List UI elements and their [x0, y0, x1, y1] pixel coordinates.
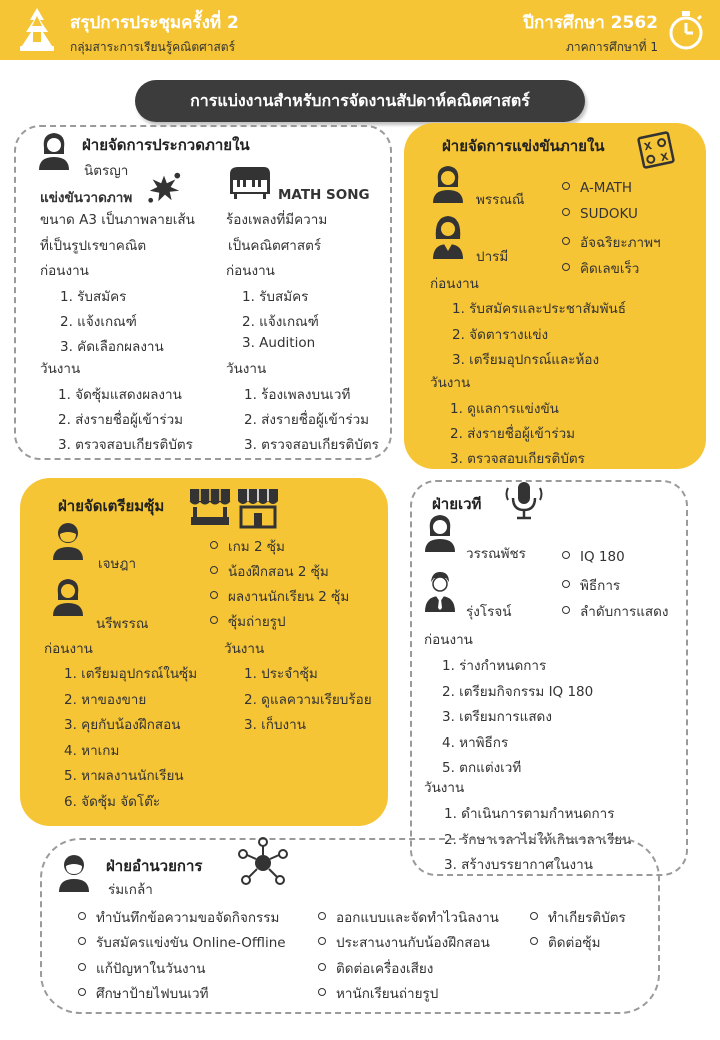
- competition-before-1: 1. รับสมัครและประชาสัมพันธ์: [452, 301, 626, 317]
- stage-before-5: 5. ตกแต่งเวที: [442, 760, 522, 776]
- stage-item-1: IQ 180: [562, 549, 625, 565]
- painting-desc-1: ขนาด A3 เป็นภาพลายเส้น: [40, 212, 195, 228]
- school-emblem-icon: [16, 6, 58, 54]
- admin-person: ร่มเกล้า: [108, 882, 153, 898]
- admin-task-6: ประสานงานกับน้องฝึกสอน: [318, 931, 490, 953]
- network-icon: [236, 836, 290, 890]
- song-title: MATH SONG: [278, 187, 370, 203]
- song-before-3: 3. Audition: [242, 335, 316, 351]
- painting-day-1: 1. จัดซุ้มแสดงผลงาน: [58, 387, 182, 403]
- person-female-icon: [422, 512, 458, 552]
- painting-before-2: 2. แจ้งเกณฑ์: [60, 314, 137, 330]
- stage-day-2: 2. รักษาเวลาไม่ให้เกินเวลาเรียน: [444, 832, 632, 848]
- microphone-icon: [502, 478, 546, 522]
- competition-before-3: 3. เตรียมอุปกรณ์และห้อง: [452, 352, 600, 368]
- admin-task-8: หานักเรียนถ่ายรูป: [318, 982, 438, 1004]
- svg-text:X: X: [659, 151, 670, 165]
- stage-before-2: 2. เตรียมกิจกรรม IQ 180: [442, 684, 594, 700]
- stage-person-1: วรรณพัชร: [466, 546, 526, 562]
- stage-before-label: ก่อนงาน: [424, 632, 473, 648]
- painting-desc-2: ที่เป็นรูปเรขาคณิต: [40, 238, 147, 254]
- stage-item-3: ลำดับการแสดง: [562, 600, 669, 622]
- song-day-label: วันงาน: [226, 361, 267, 377]
- painting-before-label: ก่อนงาน: [40, 263, 89, 279]
- booth-day-3: 3. เก็บงาน: [244, 717, 306, 733]
- game-board-icon: [636, 130, 676, 170]
- admin-task-3: แก้ปัญหาในวันงาน: [78, 957, 205, 979]
- booth-before-1: 1. เตรียมอุปกรณ์ในซุ้ม: [64, 666, 198, 682]
- booth-title: ฝ่ายจัดเตรียมซุ้ม: [58, 497, 165, 515]
- song-desc-1: ร้องเพลงที่มีความ: [226, 212, 328, 228]
- booth-item-2: น้องฝึกสอน 2 ซุ้ม: [210, 560, 329, 582]
- competition-game-1: A-MATH: [562, 180, 632, 196]
- competition-before-2: 2. จัดตารางแข่ง: [452, 327, 549, 343]
- painting-day-3: 3. ตรวจสอบเกียรติบัตร: [58, 437, 193, 453]
- admin-task-4: ศึกษาป้ายไฟบนเวที: [78, 982, 209, 1004]
- header-title: สรุปการประชุมครั้งที่ 2: [70, 13, 239, 33]
- admin-task-1: ทำบันทึกข้อความขอจัดกิจกรรม: [78, 906, 279, 928]
- header-year: ปีการศึกษา 2562: [523, 13, 658, 33]
- stage-title: ฝ่ายเวที: [432, 495, 482, 513]
- person-female-icon: [430, 163, 466, 203]
- competition-person-2: ปารมี: [476, 249, 509, 265]
- person-female-icon: [36, 130, 72, 170]
- header: [0, 0, 720, 60]
- stage-person-2: รุ่งโรจน์: [466, 604, 512, 620]
- person-male-icon: [50, 520, 86, 560]
- competition-game-2: SUDOKU: [562, 206, 638, 222]
- booth-person-2: นรีพรรณ: [96, 616, 149, 632]
- booth-day-2: 2. ดูแลความเรียบร้อย: [244, 692, 372, 708]
- song-day-2: 2. ส่งรายชื่อผู้เข้าร่วม: [244, 412, 370, 428]
- song-before-label: ก่อนงาน: [226, 263, 275, 279]
- painting-day-label: วันงาน: [40, 361, 81, 377]
- competition-person-1: พรรณณี: [476, 192, 525, 208]
- paint-splash-icon: [145, 168, 183, 206]
- competition-title: ฝ่ายจัดการแข่งขันภายใน: [442, 137, 605, 155]
- stage-day-3: 3. สร้างบรรยากาศในงาน: [444, 857, 593, 873]
- song-day-3: 3. ตรวจสอบเกียรติบัตร: [244, 437, 379, 453]
- competition-game-4: คิดเลขเร็ว: [562, 257, 639, 279]
- contest-title: ฝ่ายจัดการประกวดภายใน: [82, 136, 250, 154]
- header-term: ภาคการศึกษาที่ 1: [565, 40, 658, 54]
- header-subtitle: กลุ่มสาระการเรียนรู้คณิตศาสตร์: [70, 40, 236, 54]
- admin-task-7: ติดต่อเครื่องเสียง: [318, 957, 433, 979]
- competition-game-3: อัจฉริยะภาพฯ: [562, 231, 661, 253]
- admin-task-2: รับสมัครแข่งขัน Online-Offline: [78, 931, 286, 953]
- painting-before-3: 3. คัดเลือกผลงาน: [60, 339, 164, 355]
- booth-before-6: 6. จัดซุ้ม จัดโต๊ะ: [64, 794, 161, 810]
- competition-day-1: 1. ดูแลการแข่งขัน: [450, 401, 559, 417]
- page-title: การแบ่งงานสำหรับการจัดงานสัปดาห์คณิตศาสตร์: [135, 80, 585, 122]
- booth-before-2: 2. หาของขาย: [64, 692, 147, 708]
- competition-day-2: 2. ส่งรายชื่อผู้เข้าร่วม: [450, 426, 576, 442]
- booth-before-3: 3. คุยกับน้องฝึกสอน: [64, 717, 181, 733]
- booth-item-4: ซุ้มถ่ายรูป: [210, 610, 286, 632]
- song-before-2: 2. แจ้งเกณฑ์: [242, 314, 319, 330]
- admin-task-10: ติดต่อซุ้ม: [530, 931, 600, 953]
- booth-before-5: 5. หาผลงานนักเรียน: [64, 768, 184, 784]
- booth-item-1: เกม 2 ซุ้ม: [210, 535, 285, 557]
- contest-person: นิตรญา: [84, 163, 129, 179]
- stage-before-3: 3. เตรียมการแสดง: [442, 709, 552, 725]
- svg-text:X: X: [643, 140, 653, 154]
- competition-day-3: 3. ตรวจสอบเกียรติบัตร: [450, 451, 585, 467]
- booth-before-label: ก่อนงาน: [44, 641, 93, 657]
- person-female-icon: [50, 576, 86, 616]
- person-male-suit-icon: [422, 570, 458, 612]
- stage-day-label: วันงาน: [424, 780, 465, 796]
- competition-before-label: ก่อนงาน: [430, 276, 479, 292]
- admin-task-9: ทำเกียรติบัตร: [530, 906, 626, 928]
- stage-before-1: 1. ร่างกำหนดการ: [442, 658, 547, 674]
- song-desc-2: เป็นคณิตศาสตร์: [228, 238, 322, 254]
- booth-day-1: 1. ประจำซุ้ม: [244, 666, 318, 682]
- person-female-icon: [430, 213, 466, 259]
- admin-title: ฝ่ายอำนวยการ: [106, 857, 203, 875]
- shop-icon: [236, 485, 280, 529]
- booth-person-1: เจษฎา: [98, 556, 137, 572]
- booth-day-label: วันงาน: [224, 641, 265, 657]
- painting-before-1: 1. รับสมัคร: [60, 289, 127, 305]
- painting-day-2: 2. ส่งรายชื่อผู้เข้าร่วม: [58, 412, 184, 428]
- person-male-icon: [56, 852, 92, 892]
- booth-icon: [188, 485, 232, 529]
- song-day-1: 1. ร้องเพลงบนเวที: [244, 387, 351, 403]
- painting-title: แข่งขันวาดภาพ: [40, 190, 133, 206]
- stage-item-2: พิธีการ: [562, 574, 620, 596]
- song-before-1: 1. รับสมัคร: [242, 289, 309, 305]
- stopwatch-icon: [666, 8, 706, 52]
- stage-before-4: 4. หาพิธีกร: [442, 735, 509, 751]
- admin-task-5: ออกแบบและจัดทำไวนิลงาน: [318, 906, 499, 928]
- piano-icon: [226, 164, 272, 200]
- booth-before-4: 4. หาเกม: [64, 743, 120, 759]
- booth-item-3: ผลงานนักเรียน 2 ซุ้ม: [210, 585, 349, 607]
- stage-day-1: 1. ดำเนินการตามกำหนดการ: [444, 806, 615, 822]
- competition-day-label: วันงาน: [430, 375, 471, 391]
